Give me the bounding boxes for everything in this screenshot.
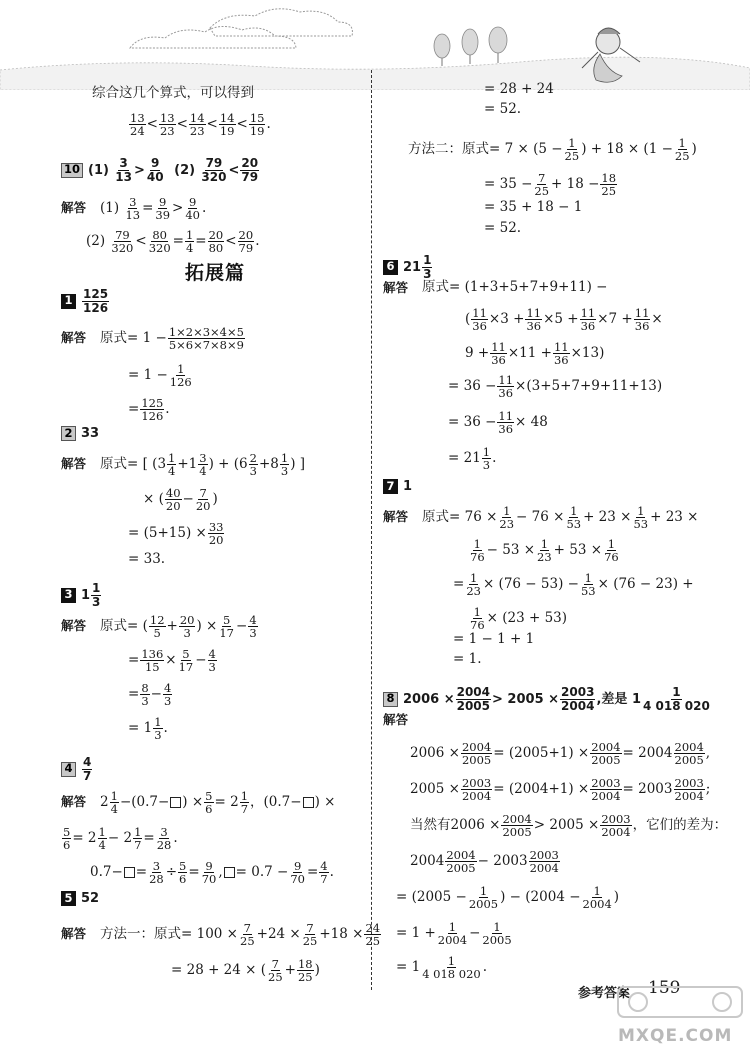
question-10: 10 (1) 3 13 > 9 40 (2) 79 320 < 20 79 <box>61 157 260 183</box>
solution-1-line-2: = 1 − $\frac{1}{126}$ <box>128 362 192 390</box>
solution-7-line-2: 1 76 − 53 × $\frac{1}{23}$ + 53 × $\frac{1}{76}$ <box>470 537 619 565</box>
solution-7-line-4: $\frac{1}{76}$ × (23 + 53) <box>470 605 568 633</box>
solution-6-line-6: = 21 1 3 . <box>448 445 497 473</box>
question-number: 5 <box>61 891 76 906</box>
method-2-line-2: = 35 − $\frac{7}{25}$ + 18 − $\frac{18}{25}$ <box>484 171 617 199</box>
column-divider <box>371 70 372 990</box>
yuanshi-label: 原式 <box>100 329 128 346</box>
solution-4-line-2: $\frac{5}{6}$ = 2 1 4 − 2 $\frac{1}{7}$ = $\frac{3}{28}$ . <box>63 825 178 853</box>
question-1: 1 125 126 <box>61 288 110 314</box>
note-text: 它们的差为： <box>646 816 728 833</box>
question-number: 2 <box>61 426 76 441</box>
solution-3-line-2: = $\frac{136}{15}$ × $\frac{5}{17}$ − $\frac{4}{3}$ <box>128 647 216 675</box>
solution-7-line-1: 解答 原式 = 76 × $\frac{1}{23}$ − 76 × $\frac{1}{53}$ + 23 × $\frac{1}{53}$ + 23 × <box>383 504 699 532</box>
solution-label: 解答 <box>61 456 87 472</box>
question-5 <box>61 891 99 906</box>
solution-8-line-4: 2004 2004 2005 − 2003 2003 2004 <box>410 848 559 876</box>
note-text: 当然有 <box>410 816 451 833</box>
solution-6-line-5: = 36 − $\frac{11}{36}$ × 48 <box>448 409 548 437</box>
solution-2-line-1: 解答 原式 = [ (3 1 4 +1 3 4 ) + (6 2 3 +8 1 3 ) ] <box>61 451 306 479</box>
footer-label: 参考答案 <box>578 986 631 1001</box>
question-number: 4 <box>61 762 76 777</box>
method-2-line-1: 方法二：原式 = 7 × (5 − $\frac{1}{25}$ ) + 18 × (1 − $\frac{1}{25}$ ) <box>408 136 697 164</box>
question-number: 6 <box>383 260 398 275</box>
section-title: 拓展篇 <box>185 262 246 284</box>
solution-1-line-3: = $\frac{125}{126}$ . <box>128 396 170 424</box>
frac: 13 23 <box>159 111 175 139</box>
question-number: 10 <box>61 163 83 178</box>
solution-8-line-7: = 1 1 4 018 020 . <box>396 954 488 982</box>
answer-whole: 21 <box>403 259 422 275</box>
part-label: (1) <box>88 162 109 178</box>
solution-7-line-5: = 1 − 1 + 1 <box>453 631 535 647</box>
blank-box <box>124 867 135 878</box>
solution-2-line-4: = 33. <box>128 551 166 567</box>
method-2-line-3: = 35 + 18 − 1 <box>484 199 583 215</box>
solution-6-line-3: 9 + $\frac{11}{36}$ ×11 + $\frac{11}{36}$ ×13) <box>465 340 605 368</box>
answer-whole: 1 <box>81 587 91 603</box>
answer: 1 <box>403 479 413 494</box>
solution-label: 解答 <box>61 330 87 346</box>
question-8: 8 2006 × $\frac{2004}{2005}$ > 2005 × $\frac{2003}{2004}$ , 差是 1 1 4 018 020 <box>383 686 712 712</box>
answer: 52 <box>81 891 100 906</box>
solution-label: 解答 <box>383 279 409 295</box>
question-2 <box>61 426 99 441</box>
solution-6-line-2: ( $\frac{11}{36}$ ×3 + $\frac{11}{36}$ ×5 + $\frac{11}{36}$ ×7 + $\frac{11}{36}$ × <box>465 306 663 334</box>
solution-8-line-5: = (2005 − $\frac{1}{2005}$ ) − (2004 − $\frac{1}{2004}$ ) <box>396 884 620 912</box>
blank-box <box>303 797 314 808</box>
solution-8-line-1: 2006 × $\frac{2004}{2005}$ = (2005+1) × $\frac{2004}{2005}$ = 2004 2004 2005 , <box>410 740 711 768</box>
watermark-text: MXQE.COM <box>618 1026 733 1046</box>
method-1-label: 方法一：原式 <box>100 925 182 942</box>
solution-label: 解答 <box>61 794 87 810</box>
part-label: (2) <box>174 162 196 178</box>
answer: 33 <box>81 426 100 441</box>
method-2-label: 方法二：原式 <box>408 140 489 157</box>
solution-2-line-2: × ( 40 20 − $\frac{7}{20}$ ) <box>143 486 218 514</box>
solution-label: 解答 <box>383 712 409 727</box>
solution-4-line-3: 0.7− = $\frac{3}{28}$ ÷ $\frac{5}{6}$ = $\frac{9}{70}$ , = 0.7 − $\frac{9}{70}$ = $\frac{4}{7}$ . <box>90 859 334 887</box>
solution-2-line-3: = (5+15) × $\frac{33}{20}$ <box>128 520 224 548</box>
solution-3-line-4: = 1 1 3 . <box>128 715 168 743</box>
question-4: 4 4 7 <box>61 756 93 782</box>
solution-5-line-2: = 28 + 24 × ( 7 25 + $\frac{18}{25}$ ) <box>171 957 320 985</box>
frac: 15 19 <box>249 111 265 139</box>
yuanshi-label: 原式 <box>422 279 450 295</box>
solution-10-1: 解答 (1) $\frac{3}{13}$ = $\frac{9}{39}$ > 9 40 . <box>61 195 207 223</box>
blank-box <box>170 797 181 808</box>
frac: 13 24 <box>130 111 145 139</box>
method-2-line-4: = 52. <box>484 220 522 236</box>
frac: 14 23 <box>189 111 205 139</box>
header-decoration <box>0 0 750 90</box>
solution-6-line-4: = 36 − $\frac{11}{36}$ ×(3+5+7+9+11+13) <box>448 373 663 401</box>
question-number: 7 <box>383 479 398 494</box>
solution-8-line-2: 2005 × $\frac{2003}{2004}$ = (2004+1) × $\frac{2003}{2004}$ = 2003 2003 2004 ; <box>410 776 711 804</box>
solution-label: 解答 <box>61 926 87 942</box>
question-number: 1 <box>61 294 76 309</box>
question-3: 3 1 1 3 <box>61 582 102 608</box>
page-number: 159 <box>648 978 681 998</box>
yuanshi-label: 原式 <box>100 455 128 472</box>
solution-4-line-1: 解答 2 1 4 −(0.7− ) × $\frac{5}{6}$ = 2 1 7 ，(0.7− ) × <box>61 789 336 817</box>
solution-8-label <box>383 714 422 727</box>
right-line-a <box>484 83 554 97</box>
solution-label: 解答 <box>61 200 87 216</box>
right-line-b <box>484 103 521 117</box>
equation-text: = 28 + 24 <box>484 81 554 97</box>
solution-3-line-3: = $\frac{8}{3}$ − $\frac{4}{3}$ <box>128 681 172 709</box>
solution-7-line-6: = 1. <box>453 651 482 667</box>
question-7 <box>383 479 412 494</box>
frac: 14 19 <box>219 111 235 139</box>
solution-3-line-1: 解答 原式 = ( 12 5 + $\frac{20}{3}$ ) × $\frac{5}{17}$ − $\frac{4}{3}$ <box>61 613 257 641</box>
solution-6-line-1: 解答 原式 = (1+3+5+7+9+11) − <box>383 279 608 295</box>
question-number: 8 <box>383 692 398 707</box>
yuanshi-label: 原式 <box>100 617 128 634</box>
solution-label: 解答 <box>383 509 409 525</box>
intro-line <box>92 87 254 101</box>
solution-8-line-3: 当然有 2006 × $\frac{2004}{2005}$ > 2005 × $\frac{2003}{2004}$ ， 它们的差为： <box>410 812 728 840</box>
solution-1-line-1: 解答 原式 = 1 − $\frac{1\times 2\times 3\times 4\times 5}{5\times 6\times 7\times 8\times 9}$ <box>61 325 244 353</box>
question-number: 3 <box>61 588 76 603</box>
solution-label: 解答 <box>61 618 87 634</box>
inequality-chain: 13 24 < 13 23 < 14 23 < 14 19 < 15 19 . <box>130 111 271 139</box>
solution-8-line-6: = 1 + $\frac{1}{2004}$ − $\frac{1}{2005}$ <box>396 920 512 948</box>
yuanshi-label: 原式 <box>422 508 450 525</box>
solution-5-line-1: 解答 方法一：原式 = 100 × $\frac{7}{25}$ +24 × $\frac{7}{25}$ +18 × $\frac{24}{25}$ <box>61 921 381 949</box>
blank-box <box>224 867 235 878</box>
difference-label: 差是 <box>601 691 628 707</box>
question-6: 6 21 1 3 <box>383 254 433 280</box>
solution-7-line-3: = $\frac{1}{23}$ × (76 − 53) − $\frac{1}{53}$ × (76 − 23) + <box>453 571 694 599</box>
equation-text: = 52. <box>484 101 522 117</box>
intro-text: 综合这几个算式，可以得到 <box>92 85 254 101</box>
solution-10-2: (2) 79 320 < $\frac{80}{320}$ = $\frac{1}{4}$ = $\frac{20}{80}$ < 20 79 . <box>86 228 260 256</box>
